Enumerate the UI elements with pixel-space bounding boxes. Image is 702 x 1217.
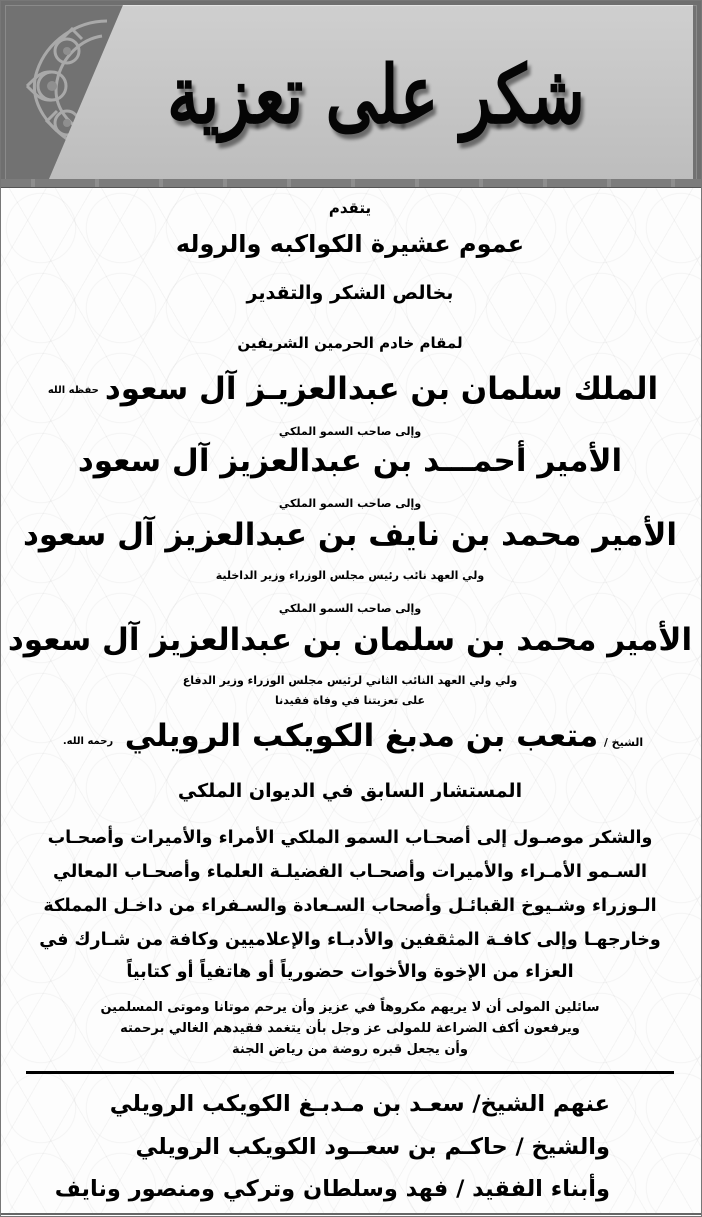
dignitary-name: الأمير محمد بن نايف بن عبدالعزيز آل سعود — [22, 517, 678, 553]
presents-line: يتقدم — [328, 199, 372, 217]
dignitary-king — [0, 371, 700, 407]
custodian-line: لمقام خادم الحرمين الشريفين — [237, 334, 463, 352]
prayer-line: وأن يجعل قبره روضة من رياض الجنة — [232, 1042, 468, 1057]
deceased-name: متعب بن مدبغ الكويكب الرويلي — [124, 718, 599, 754]
deceased-note: رحمه الله. — [62, 736, 114, 747]
deceased-line — [0, 718, 700, 754]
dignitary-title: ولي العهد نائب رئيس مجلس الوزراء وزير الداخلية — [215, 569, 485, 582]
thanks-paragraph-line: وخارجهـا وإلى كافـة المثقفين والأدبـاء والإعلاميين وكافة من شـارك في — [39, 930, 661, 950]
dignitary-name: الملك سلمان بن عبدالعزيـز آل سعود — [104, 371, 659, 407]
dignitary-name: الأمير أحمـــد بن عبدالعزيز آل سعود — [77, 443, 623, 479]
tribe-name: عموم عشيرة الكواكبه والروله — [175, 230, 525, 258]
prayer-line: سائلين المولى أن لا يريهم مكروهاً في عزيز وأن يرحم موتانا وموتى المسلمين — [100, 1000, 600, 1015]
deceased-title: المستشار السابق في الديوان الملكي — [177, 780, 523, 802]
sheikh-prefix: الشيخ / — [603, 736, 644, 749]
for-our-loss-line: على تعزيتنا في وفاة فقيدنا — [274, 694, 426, 707]
thanks-paragraph-line: الـوزراء وشـيوخ القبائـل وأصحاب السـعادة والسـفراء من داخـل المملكة — [43, 896, 657, 916]
dignitary-prefix: وإلى صاحب السمو الملكي — [278, 497, 422, 510]
banner-pattern-strip — [1, 179, 701, 187]
prayer-line: ويرفعون أكف الضراعة للمولى عز وجل بأن يتغمد فقيدهم الغالي برحمته — [120, 1021, 580, 1036]
signatory-line: وأبناء الفقيد / فهد وسلطان وتركي ومنصور ونايف — [54, 1176, 610, 1202]
header-banner — [1, 1, 701, 188]
banner-title: شكر على تعزية — [167, 48, 585, 142]
section-divider — [26, 1071, 674, 1074]
thanks-paragraph-line: السـمو الأمـراء والأميرات وأصحـاب الفضيلـة العلماء وأصحـاب المعالي — [53, 862, 647, 882]
dignitary-side-note: حفظه الله — [47, 385, 99, 396]
dignitary-name: الأمير محمد بن سلمان بن عبدالعزيز آل سعود — [7, 622, 693, 658]
sincere-thanks-line: بخالص الشكر والتقدير — [246, 282, 454, 304]
dignitary-title: ولي ولي العهد النائب الثاني لرئيس مجلس الوزراء وزير الدفاع — [182, 674, 518, 687]
bottom-border — [1, 1213, 701, 1215]
signatory-line: والشيخ / حاكـم بن سعــود الكويكب الرويلي — [135, 1134, 610, 1160]
dignitary-prefix: وإلى صاحب السمو الملكي — [278, 602, 422, 615]
thanks-paragraph-line: العزاء من الإخوة والأخوات حضورياً أو هاتفياً أو كتابياً — [126, 962, 574, 982]
dignitary-prefix: وإلى صاحب السمو الملكي — [278, 425, 422, 438]
signatory-line: عنهم الشيخ/ سعـد بن مـدبـغ الكويكب الرويلي — [109, 1091, 610, 1117]
thanks-paragraph-line: والشكر موصـول إلى أصحـاب السمو الملكي الأمراء والأميرات وأصحـاب — [47, 828, 653, 848]
